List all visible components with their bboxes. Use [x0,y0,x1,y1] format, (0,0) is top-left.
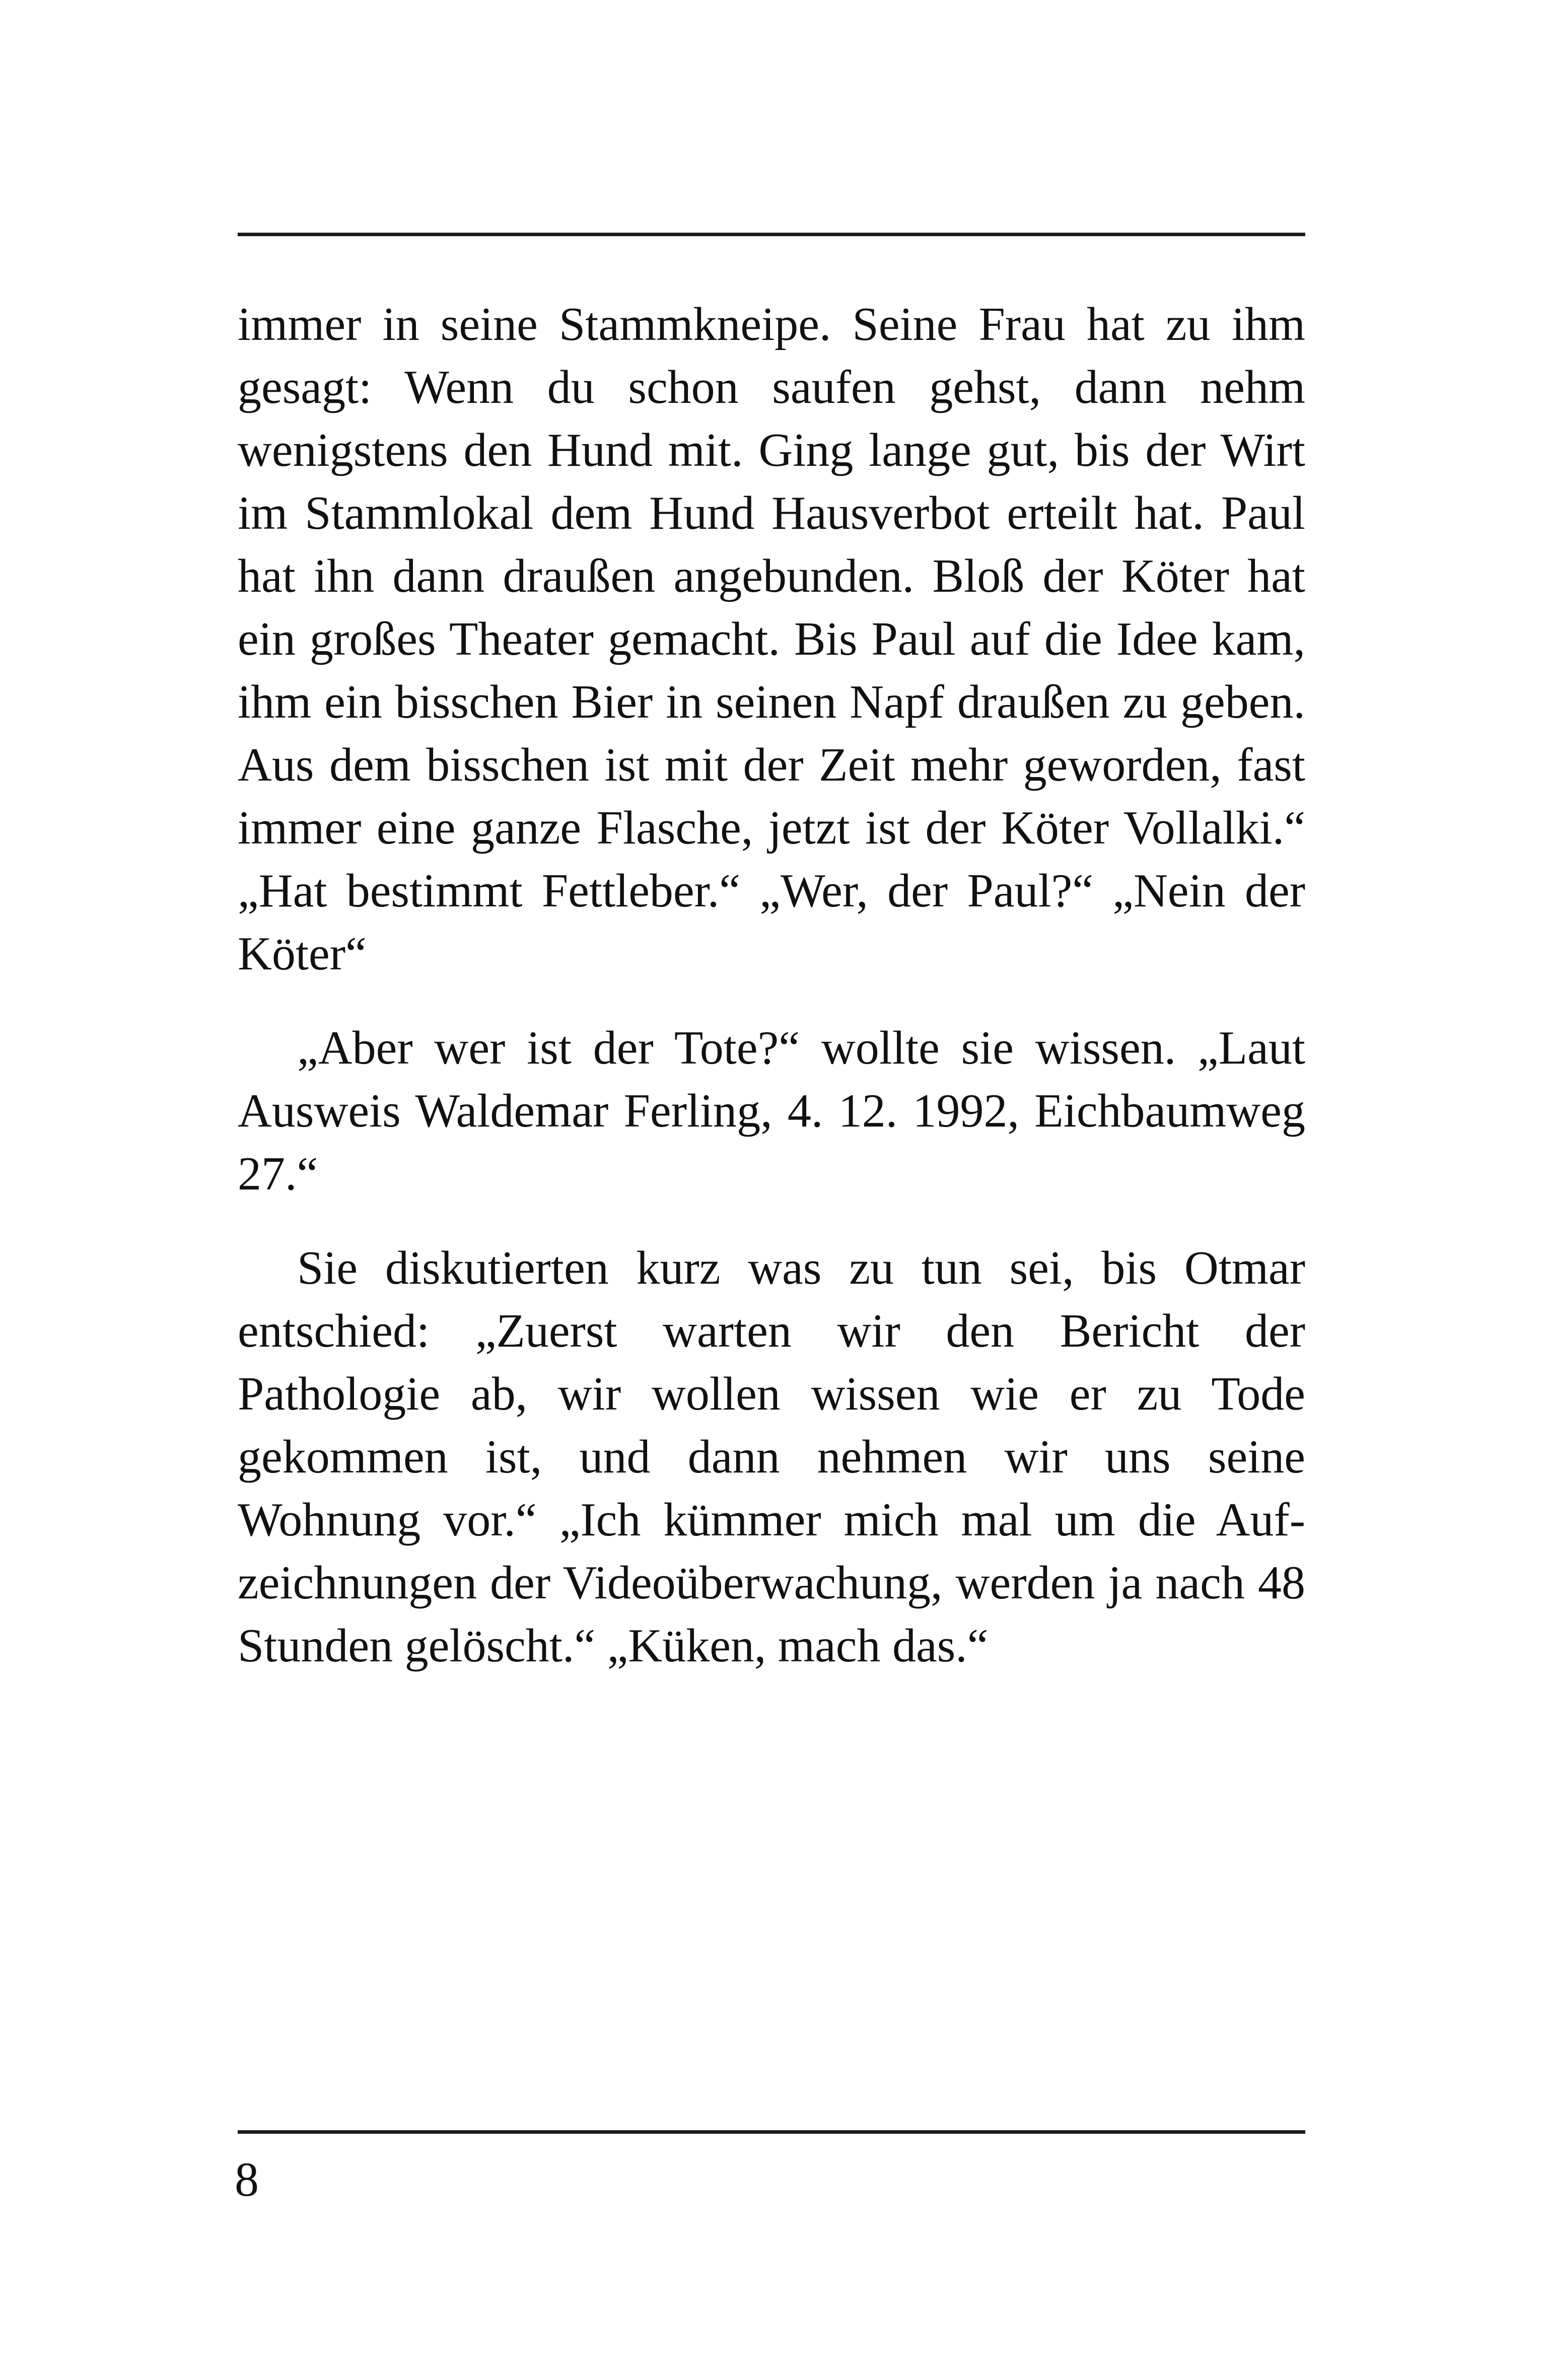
text-line: immer in seine Stammkneipe. Seine Frau hat zu ihm [238,298,1305,351]
text-line: draußen zu geben. Aus dem bisschen ist mit der Zeit [238,676,1305,791]
text-line: Köter hat ein großes Theater gemacht. Bis Paul auf [238,550,1305,665]
text-line: gesagt: Wenn du schon saufen gehst, dann nehm [238,361,1305,413]
body-text [238,293,1305,1677]
text-line: Sie diskutierten kurz was zu tun sei, bis Otmar [297,1242,1305,1294]
text-line: 48 Stunden gelöscht.“ „Küken, mach das.“ [238,1557,1305,1672]
top-rule [238,233,1305,236]
bottom-rule [238,2130,1305,2134]
text-line: mehr geworden, fast immer eine ganze Flasche, jetzt [238,739,1305,854]
text-line: entschied: „Zuerst warten wir den Bericht der [238,1305,1305,1357]
text-line: zeichnungen der Videoüberwachung, werden ja nach [238,1557,1258,1609]
text-line: gekommen ist, und dann nehmen wir uns seine [238,1431,1305,1483]
text-line: Wohnung vor.“ „Ich kümmer mich mal um die Auf- [238,1494,1305,1546]
text-line: wenigstens den Hund mit. Ging lange gut, bis der [238,424,1221,476]
text-line: ist der Köter Vollalki.“ „Hat bestimmt [238,802,1305,917]
paragraph [238,1237,1305,1677]
text-line: Pathologie ab, wir wollen wissen wie er zu Tode [238,1368,1305,1420]
text-line: „Aber wer ist der Tote?“ wollte sie wissen. „Laut [297,1022,1305,1074]
text-line: Fettleber.“ „Wer, der Paul?“ „Nein der Köter“ [238,865,1306,980]
text-line: die Idee kam, ihm ein bisschen Bier in seinen Napf [238,613,1305,728]
page-number: 8 [235,2152,259,2206]
paragraph [238,1017,1305,1206]
text-line: hat. Paul hat ihn dann draußen angebunden. Bloß der [238,487,1305,602]
text-line: Eichbaumweg 27.“ [238,1085,1305,1200]
paragraph [238,293,1305,986]
text-line: Wirt im Stammlokal dem Hund Hausverbot erteilt [238,424,1305,539]
text-line: Ausweis Waldemar Ferling, 4. 12. 1992, [238,1085,1035,1137]
